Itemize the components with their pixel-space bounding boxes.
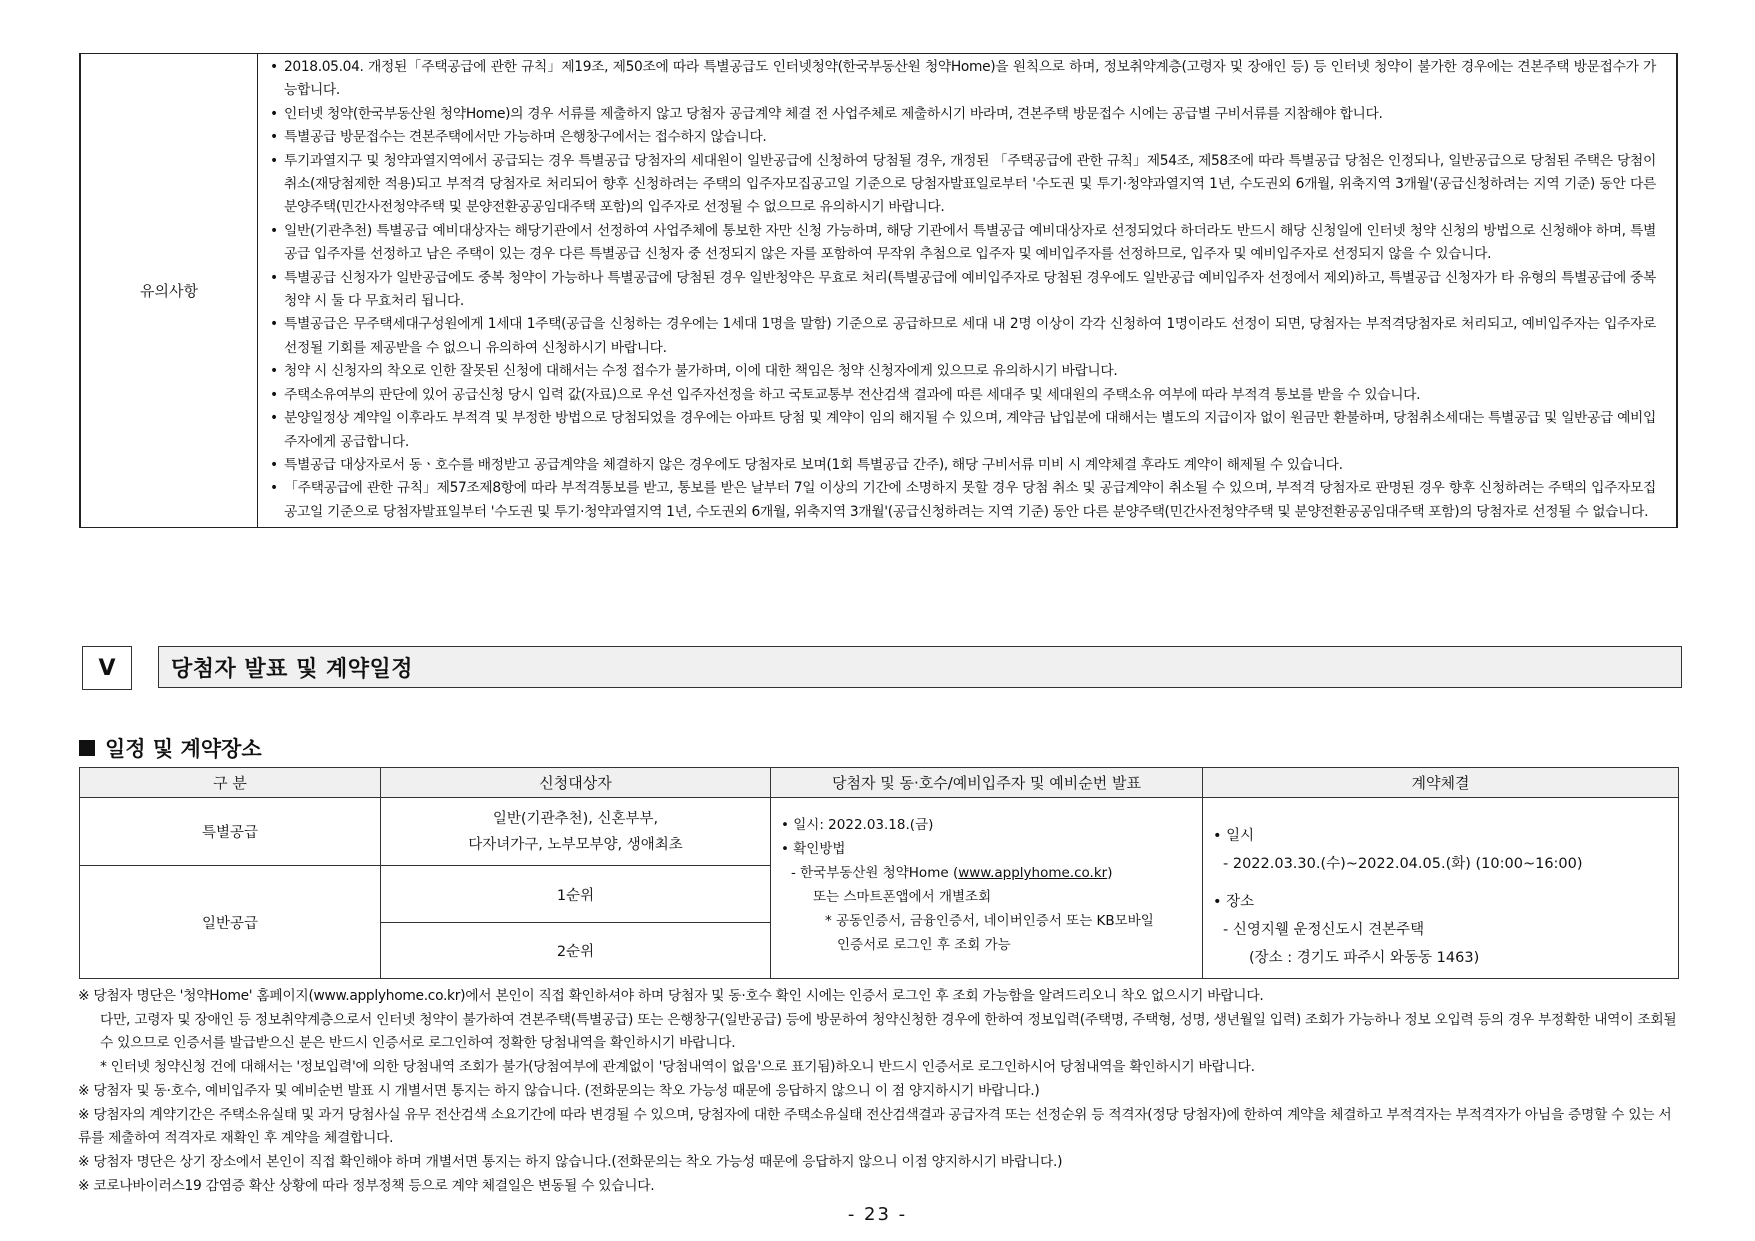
footnotes	[78, 985, 1680, 1198]
notes-body	[258, 54, 1678, 528]
note-item: • 「주택공급에 관한 규칙」제57조제8항에 따라 부적격통보를 받고, 통보를 받은 날부터 7일 이상의 기간에 소명하지 못할 경우 당첨 취소 및 공급계약이 취소될 수 있으며, 부적격 당첨자로 판명된 경우 향후 신청하려는 주택의 입주자모집공고일 기준으로 당첨자발표일부터 '수도권 및 투기·청약과열지역 1년, 수도권외 6개월, 위축지역 3개월'(공급신청하려는 지역 기준) 동안 다른 분양주택(민간사전청약주택 및 분양전환공공임대주택 포함)의 당첨자로 선정될 수 없습니다.	[270, 477, 1656, 524]
notes-table	[79, 53, 1678, 528]
special-supply-targets	[381, 798, 771, 866]
header-category: 구 분	[80, 768, 381, 798]
page-number: - 23 -	[847, 1204, 908, 1225]
note-item: • 2018.05.04. 개정된「주택공급에 관한 규칙」제19조, 제50조에 따라 특별공급도 인터넷청약(한국부동산원 청약Home)을 원칙으로 하며, 정보취약계층(고령자 및 장애인 등) 등 인터넷 청약이 불가한 경우에는 견본주택 방문접수가 가능합니다.	[270, 56, 1656, 103]
contract-date-value: - 2022.03.30.(수)~2022.04.05.(화) (10:00~16:00)	[1223, 856, 1583, 872]
contract-place-value: - 신영지웰 운정신도시 견본주택	[1223, 922, 1425, 938]
header-targets: 신청대상자	[381, 768, 771, 798]
header-announcement: 당첨자 및 동·호수/예비입주자 및 예비순번 발표	[771, 768, 1203, 798]
applyhome-link[interactable]: www.applyhome.co.kr	[958, 865, 1108, 881]
note-item: • 인터넷 청약(한국부동산원 청약Home)의 경우 서류를 제출하지 않고 당첨자 공급계약 체결 전 사업주체로 제출하시기 바라며, 견본주택 방문접수 시에는 공급별 구비서류를 지참해야 합니다.	[270, 103, 1656, 126]
footnote: ※ 당첨자 명단은 '청약Home' 홈페이지(www.applyhome.co.kr)에서 본인이 직접 확인하셔야 하며 당첨자 및 동·호수 확인 시에는 인증서 로그인 후 조회 가능함을 알려드리오니 착오 없으시기 바랍니다.	[78, 988, 1264, 1004]
footnote: * 인터넷 청약신청 건에 대해서는 '정보입력'에 의한 당첨내역 조회가 불가(당첨여부에 관계없이 '당첨내역이 없음'으로 표기됨)하오니 반드시 인증서로 로그인하시어 당첨내역을 확인하시기 바랍니다.	[100, 1059, 1255, 1076]
note-item: • 주택소유여부의 판단에 있어 공급신청 당시 입력 값(자료)으로 우선 입주자선정을 하고 국토교통부 전산검색 결과에 따른 세대주 및 세대원의 주택소유 여부에 따라 부적격 통보를 받을 수 있습니다.	[270, 384, 1656, 407]
announce-method-label: • 확인방법	[781, 841, 846, 857]
subsection-title-text: 일정 및 계약장소	[105, 737, 262, 761]
subsection-title	[79, 733, 262, 763]
note-item: • 투기과열지구 및 청약과열지역에서 공급되는 경우 특별공급 당첨자의 세대원이 일반공급에 신청하여 당첨될 경우, 개정된 「주택공급에 관한 규칙」제54조, 제58조에 따라 특별공급 당첨은 인정되나, 일반공급으로 당첨된 주택은 당첨이 취소(재당첨제한 적용)되고 부적격 당첨자로 처리되어 향후 신청하려는 주택의 입주자모집공고일 기준으로 당첨자발표일로부터 '수도권 및 투기·청약과열지역 1년, 수도권외 6개월, 위축지역 3개월'(공급신청하려는 지역 기준) 동안 다른 분양주택(민간사전청약주택 및 분양전환공공임대주택 포함)의 입주자로 선정될 수 없으므로 유의하시기 바랍니다.	[270, 150, 1656, 220]
special-supply-label: 특별공급	[80, 798, 381, 866]
announcement-cell	[771, 798, 1203, 979]
notes-list	[270, 56, 1656, 524]
announce-date: • 일시: 2022.03.18.(금)	[781, 817, 934, 833]
footnote: ※ 당첨자 명단은 상기 장소에서 본인이 직접 확인해야 하며 개별서면 통지는 하지 않습니다.(전화문의는 착오 가능성 때문에 응답하지 않으니 이점 양지하시기 바랍니다.)	[78, 1153, 1063, 1170]
contract-cell	[1203, 798, 1679, 979]
contract-place-address: (장소 : 경기도 파주시 와동동 1463)	[1249, 950, 1480, 966]
contract-date-label: • 일시	[1213, 828, 1255, 844]
notes-label: 유의사항	[80, 54, 258, 528]
note-item: • 특별공급 방문접수는 견본주택에서만 가능하며 은행창구에서는 접수하지 않습니다.	[270, 126, 1656, 149]
note-item: • 특별공급은 무주택세대구성원에게 1세대 1주택(공급을 신청하는 경우에는 1세대 1명을 말함) 기준으로 공급하므로 세대 내 2명 이상이 각각 신청하여 1명이라도 선정이 되면, 당첨자는 부적격당첨자로 처리되고, 예비입주자는 입주자로 선정될 기회를 제공받을 수 없으니 유의하여 신청하시기 바랍니다.	[270, 313, 1656, 360]
special-targets-line: 다자녀가구, 노부모부양, 생애최초	[468, 836, 683, 853]
footnote: ※ 코로나바이러스19 감염증 확산 상황에 따라 정부정책 등으로 계약 체결일은 변동될 수 있습니다.	[78, 1177, 655, 1194]
special-targets-line: 일반(기관추천), 신혼부부,	[492, 810, 659, 827]
general-rank-2: 2순위	[381, 923, 771, 979]
footnote: ※ 당첨자 및 동·호수, 예비입주자 및 예비순번 발표 시 개별서면 통지는 하지 않습니다. (전화문의는 착오 가능성 때문에 응답하지 않으니 이 점 양지하시기 바랍니다.)	[78, 1082, 1040, 1099]
section-title: 당첨자 발표 및 계약일정	[158, 646, 1682, 688]
footnote: 다만, 고령자 및 장애인 등 정보취약계층으로서 인터넷 청약이 불가하여 견본주택(특별공급) 또는 은행창구(일반공급) 등에 방문하여 청약신청한 경우에 한하여 정보입력(주택명, 주택형, 성명, 생년월일 입력) 조회가 가능하나 정보 오입력 등의 경우 부정확한 내역이 조회될 수 있으므로 인증서를 발급받으신 분은 반드시 인증서로 로그인하여 정확한 당첨내역을 확인하시기 바랍니다.	[100, 1011, 1677, 1052]
announce-method-line2: 또는 스마트폰앱에서 개별조회	[813, 889, 992, 905]
general-rank-1: 1순위	[381, 866, 771, 923]
announce-method-line: - 한국부동산원 청약Home (www.applyhome.co.kr)	[791, 865, 1113, 881]
contract-place-label: • 장소	[1213, 894, 1255, 910]
announce-note2: 인증서로 로그인 후 조회 가능	[837, 937, 1011, 953]
note-item: • 일반(기관추천) 특별공급 예비대상자는 해당기관에서 선정하여 사업주체에 통보한 자만 신청 가능하며, 해당 기관에서 특별공급 예비대상자로 선정되었다 하더라도 반드시 해당 신청일에 인터넷 청약 신청의 방법으로 신청해야 하며, 특별공급 입주자를 선정하고 남은 주택이 있는 경우 다른 특별공급 신청자 중 선정되지 않은 자를 포함하여 무작위 추첨으로 입주자 및 예비입주자를 선정하므로, 입주자 및 예비입주자로 선정되지 않을 수 있습니다.	[270, 220, 1656, 267]
general-supply-label: 일반공급	[80, 866, 381, 979]
note-item: • 특별공급 신청자가 일반공급에도 중복 청약이 가능하나 특별공급에 당첨된 경우 일반청약은 무효로 처리(특별공급에 예비입주자로 당첨된 경우에도 일반공급 예비입주자 선정에서 제외)하고, 특별공급 신청자가 타 유형의 특별공급에 중복 청약 시 둘 다 무효처리 됩니다.	[270, 267, 1656, 314]
announce-note: * 공동인증서, 금융인증서, 네이버인증서 또는 KB모바일	[825, 913, 1154, 929]
note-item: • 특별공급 대상자로서 동ㆍ호수를 배정받고 공급계약을 체결하지 않은 경우에도 당첨자로 보며(1회 특별공급 간주), 해당 구비서류 미비 시 계약체결 후라도 계약이 해제될 수 있습니다.	[270, 454, 1656, 477]
schedule-table	[79, 767, 1679, 979]
note-item: • 분양일정상 계약일 이후라도 부적격 및 부정한 방법으로 당첨되었을 경우에는 아파트 당첨 및 계약이 임의 해지될 수 있으며, 계약금 납입분에 대해서는 별도의 지급이자 없이 원금만 환불하며, 당첨취소세대는 특별공급 및 일반공급 예비입주자에게 공급합니다.	[270, 407, 1656, 454]
footnote: ※ 당첨자의 계약기간은 주택소유실태 및 과거 당첨사실 유무 전산검색 소요기간에 따라 변경될 수 있으며, 당첨자에 대한 주택소유실태 전산검색결과 공급자격 또는 선정순위 등 적격자(정당 당첨자)에 한하여 계약을 체결하고 부적격자는 부적격자가 아님을 증명할 수 있는 서류를 제출하여 적격자로 재확인 후 계약을 체결합니다.	[78, 1106, 1672, 1147]
note-item: • 청약 시 신청자의 착오로 인한 잘못된 신청에 대해서는 수정 접수가 불가하며, 이에 대한 책임은 청약 신청자에게 있으므로 유의하시기 바랍니다.	[270, 360, 1656, 383]
header-contract: 계약체결	[1203, 768, 1679, 798]
section-number: Ⅴ	[82, 646, 132, 690]
square-bullet-icon	[79, 740, 95, 756]
